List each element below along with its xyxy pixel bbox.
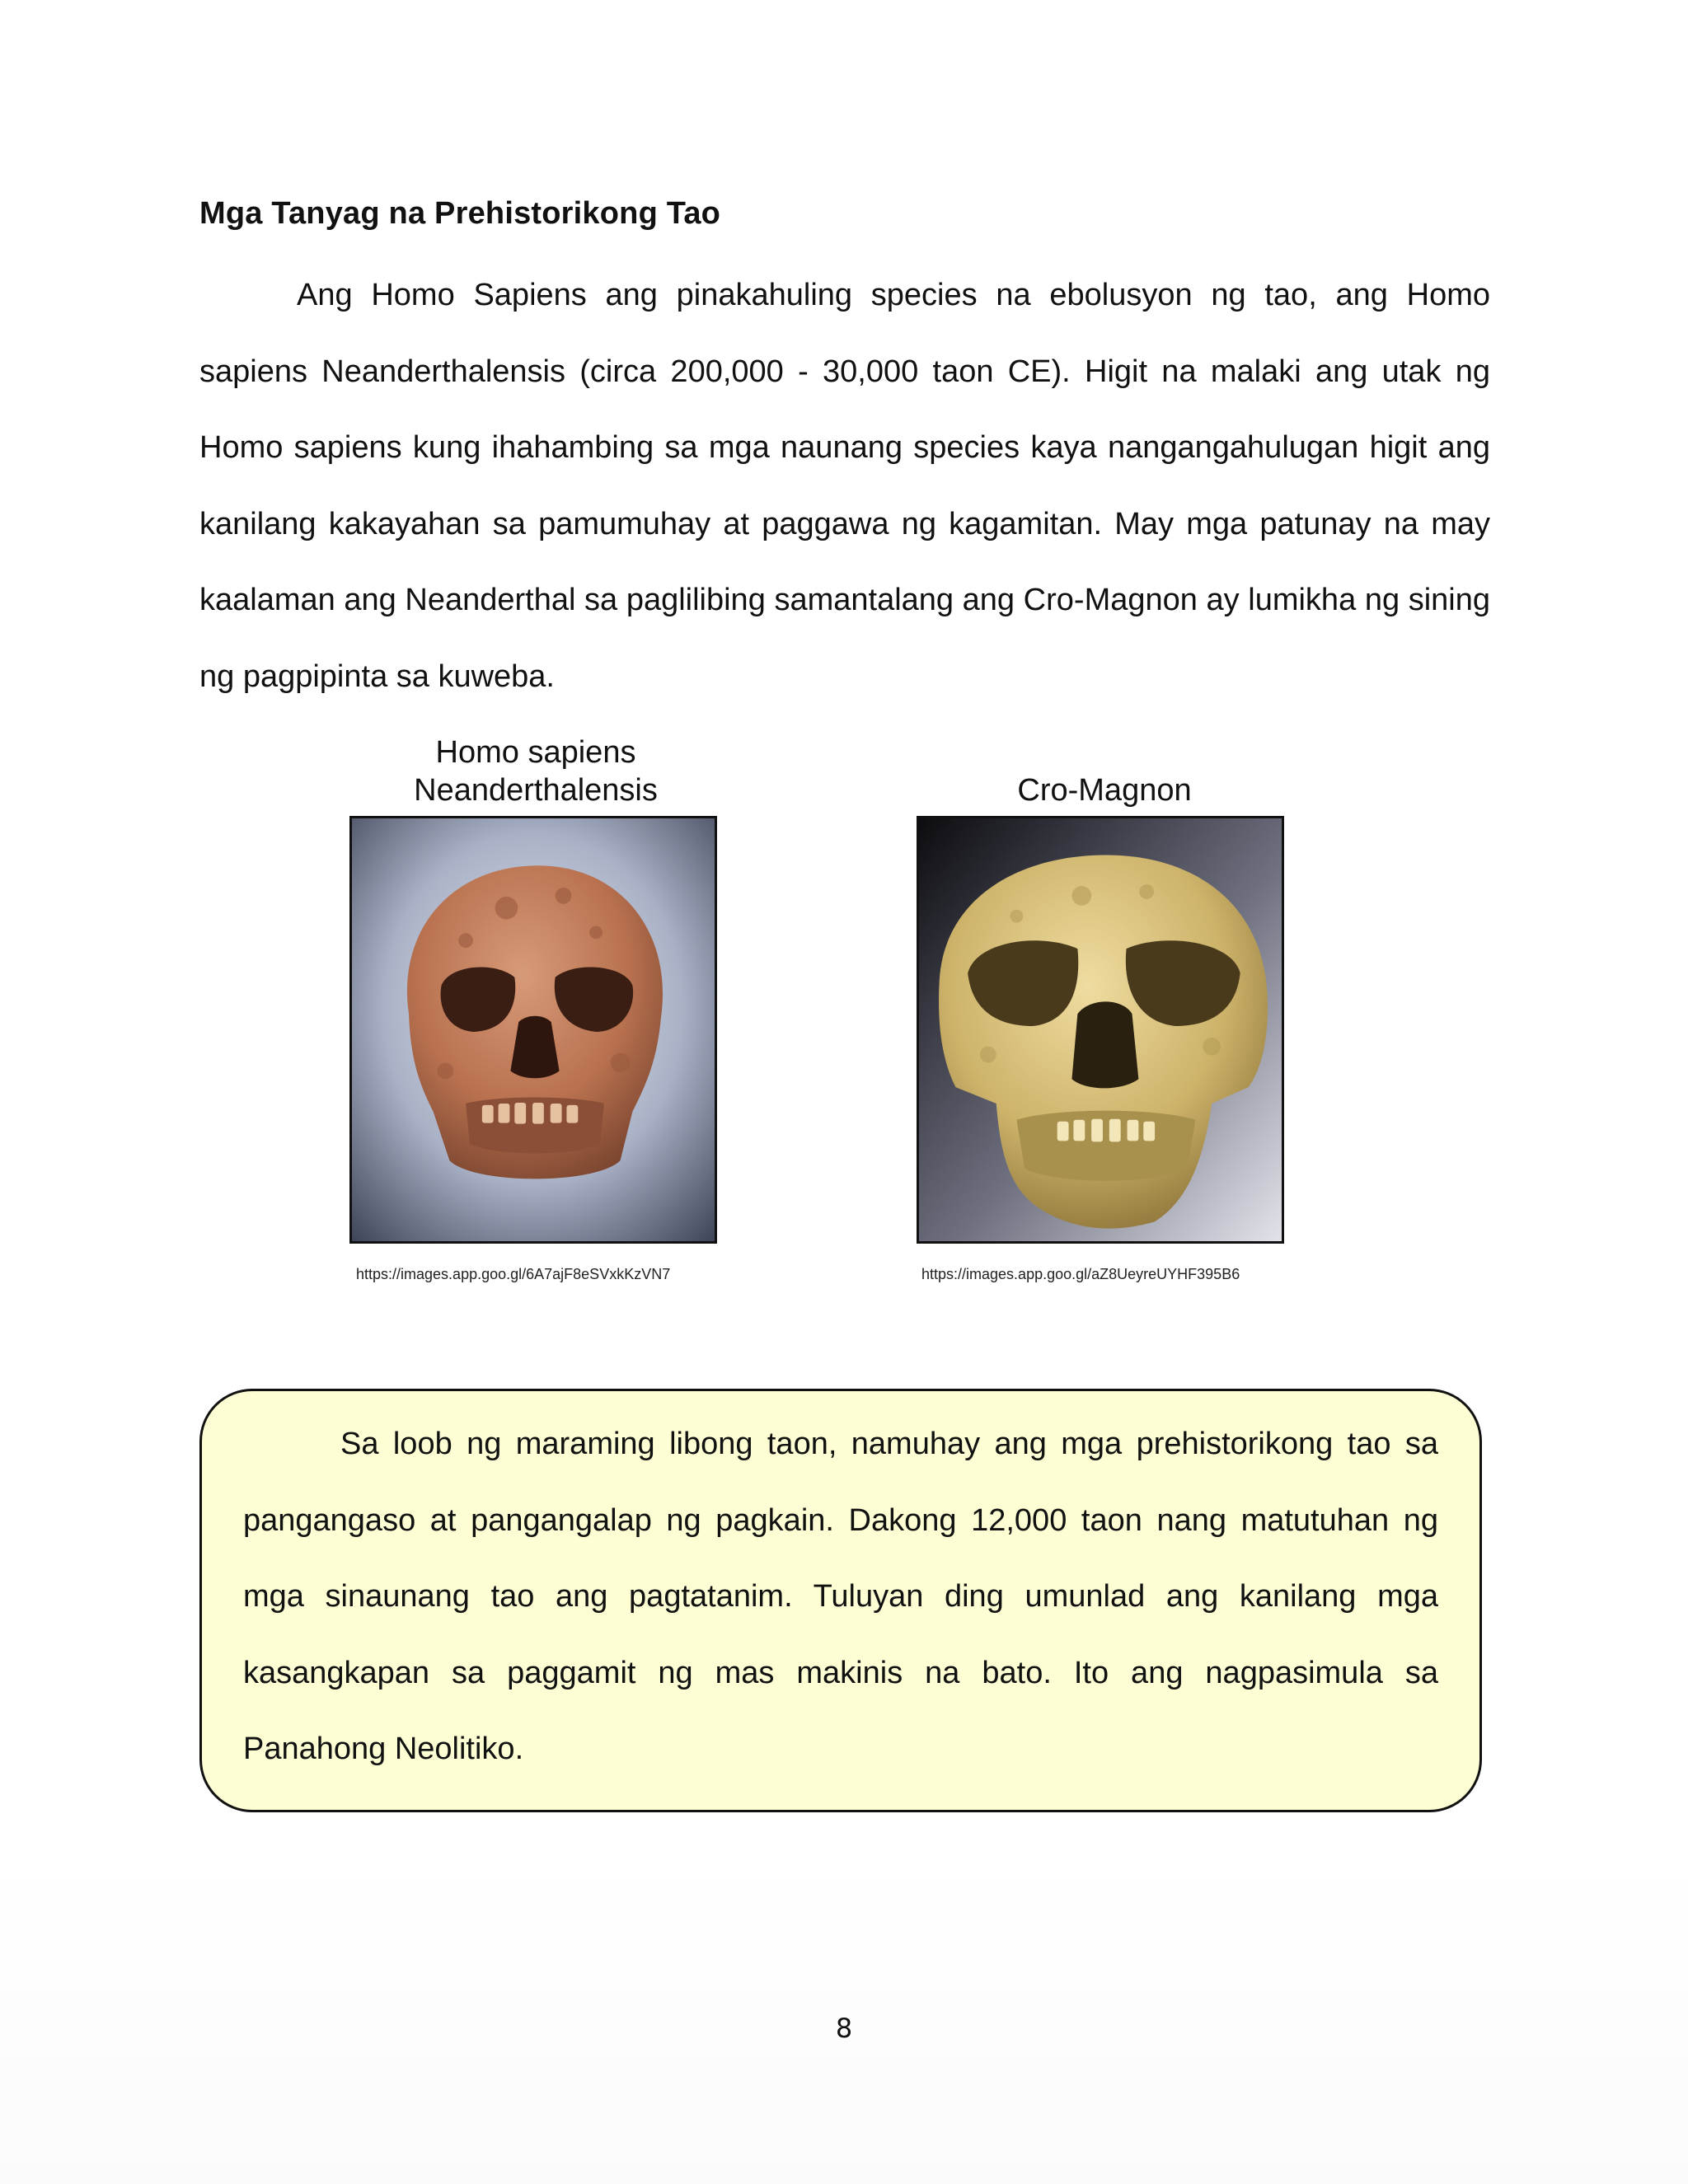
skull-image — [919, 818, 1282, 1241]
image-credit: https://images.app.goo.gl/6A7ajF8eSVxkKzVN7 — [356, 1266, 671, 1282]
figure-caption-line2: Cro-Magnon — [1017, 773, 1192, 808]
figure-cro-magnon — [917, 727, 1292, 1244]
section-heading: Mga Tanyag na Prehistorikong Tao — [199, 196, 721, 231]
body-paragraph: Ang Homo Sapiens ang pinakahuling species na ebolusyon ng tao, ang Homo sapiens Neanderthalensis (circa 200,000 - 30,000 taon CE). Higit na malaki ang utak ng Homo sapiens kung ihahambing sa mga naunang species kaya nangangahulugan higit ang kanilang kakayahan sa pamumuhay at paggawa ng kagamitan. May mga patunay na may kaalaman ang Neanderthal sa paglilibing samantalang ang Cro-Magnon ay lumikha ng sining ng pagpipinta sa kuweba. — [199, 278, 1490, 694]
skull-photo-cro-magnon — [917, 816, 1284, 1244]
figure-caption-line2: Neanderthalensis — [414, 773, 658, 808]
page-number: 8 — [835, 2013, 853, 2044]
figure-caption-line1: Homo sapiens — [435, 735, 636, 770]
figure-caption — [917, 727, 1292, 809]
callout-box — [199, 1389, 1482, 1812]
skull-image — [352, 818, 715, 1241]
skull-photo-neanderthal — [349, 816, 717, 1244]
figure-caption — [349, 727, 722, 809]
figure-neanderthal — [349, 727, 722, 1244]
image-credit: https://images.app.goo.gl/aZ8UeyreUYHF395B6 — [921, 1266, 1240, 1282]
callout-text: Sa loob ng maraming libong taon, namuhay ang mga prehistorikong tao sa pangangaso at pangangalap ng pagkain. Dakong 12,000 taon nang matutuhan ng mga sinaunang tao ang pagtatanim. Tuluyan ding umunlad ang kanilang mga kasangkapan sa paggamit ng mas makinis na bato. Ito ang nagpasimula sa Panahong Neolitiko. — [243, 1427, 1438, 1766]
